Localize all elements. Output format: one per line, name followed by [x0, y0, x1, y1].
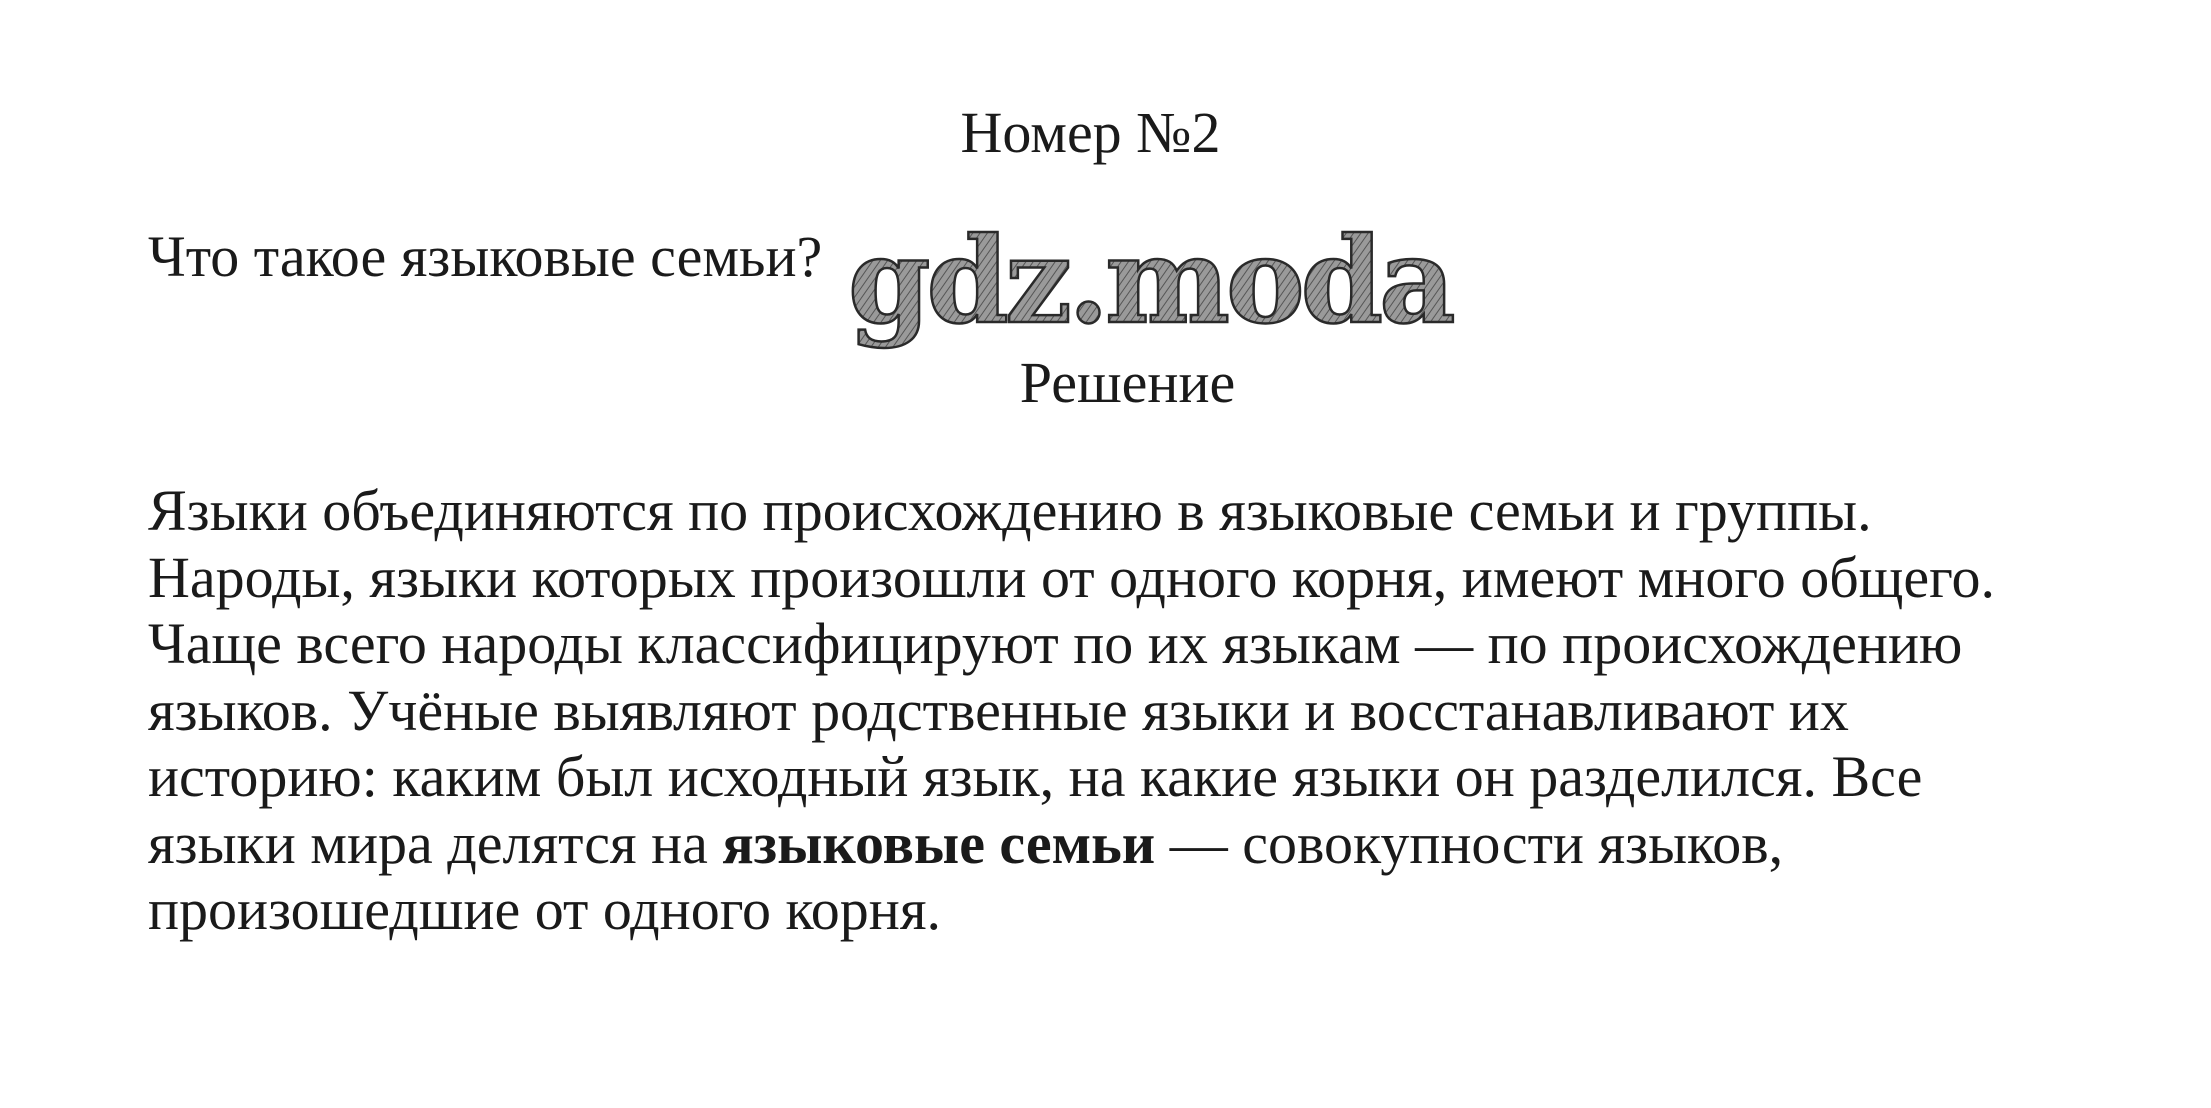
solution-heading: Решение: [1019, 350, 1236, 415]
answer-line: Народы, языки которых произошли от одного корня, имеют много общего.: [148, 544, 1996, 610]
watermark-logo: [848, 222, 1478, 362]
watermark-text: gdz.moda: [848, 222, 1452, 350]
answer-line: Чаще всего народы классифицируют по их языкам — по происхождению: [148, 611, 1963, 676]
answer-paragraph: [148, 478, 2128, 944]
page-title: Номер №2: [960, 100, 1221, 165]
answer-line: Языки объединяются по происхождению в языковые семьи и группы.: [148, 478, 1872, 543]
answer-line: языков. Учёные выявляют родственные языки и восстанавливают их: [148, 677, 1849, 743]
answer-text: языки мира делятся на: [148, 810, 723, 876]
answer-line: историю: каким был исходный язык, на какие языки он разделился. Все: [148, 744, 1923, 809]
answer-text: — совокупности языков,: [1155, 810, 1784, 876]
answer-line: произошедшие от одного корня.: [148, 877, 941, 942]
term-highlight: языковые семьи: [722, 810, 1156, 876]
question-text: Что такое языковые семьи?: [148, 224, 823, 289]
answer-line: [148, 811, 2128, 878]
